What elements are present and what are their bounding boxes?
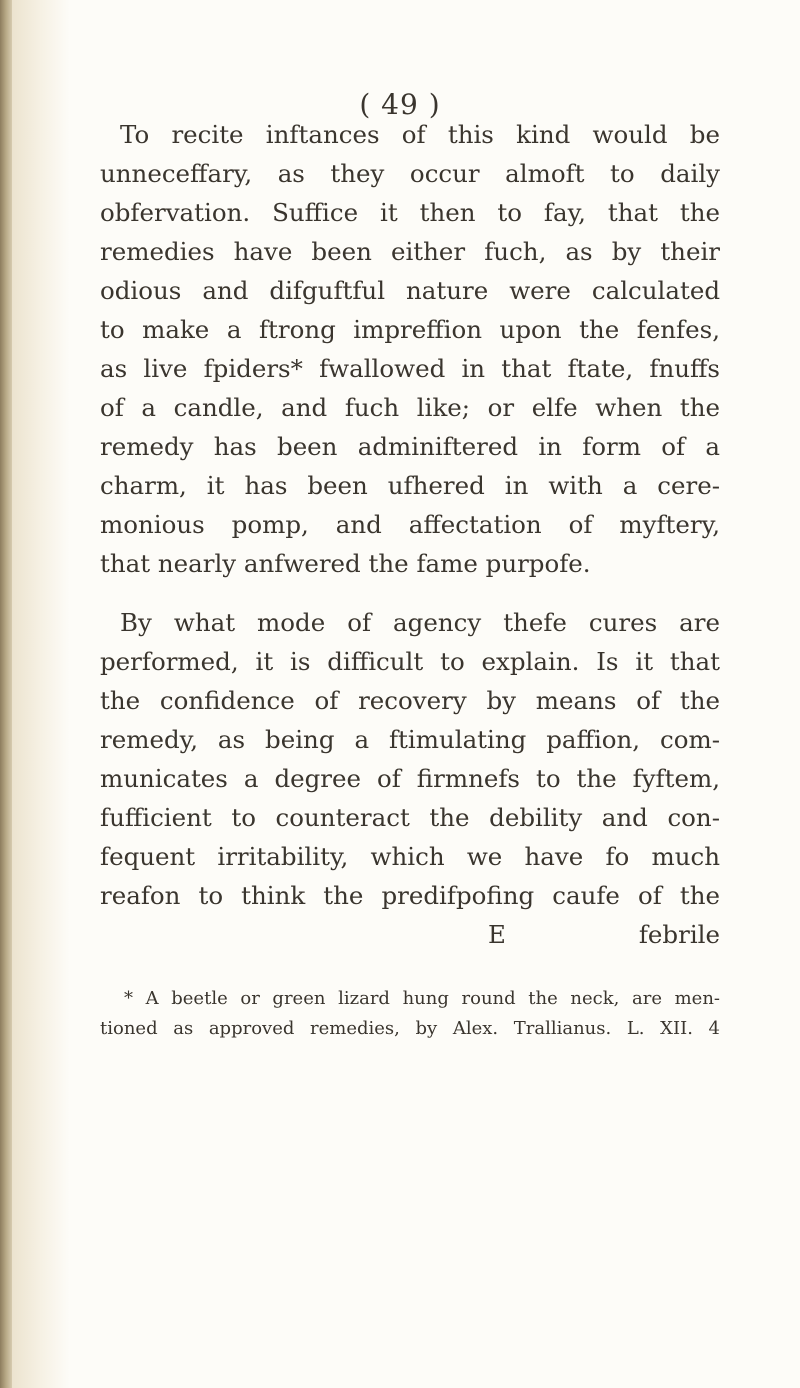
text-line: the confidence of recovery by means of the bbox=[100, 686, 720, 715]
binding-edge bbox=[0, 0, 12, 1388]
text-line: odious and difguftful nature were calculated bbox=[100, 276, 720, 305]
text-line: reafon to think the predifpofing caufe of the bbox=[100, 881, 720, 910]
text-line: as live fpiders* fwallowed in that ftate, fnuffs bbox=[100, 354, 720, 383]
text-line: To recite inftances of this kind would be bbox=[120, 120, 720, 149]
text-line: By what mode of agency thefe cures are bbox=[120, 608, 720, 637]
text-line: remedy has been adminiftered in form of a bbox=[100, 432, 720, 461]
binding-shadow bbox=[12, 0, 70, 1388]
catchword: febrile bbox=[638, 920, 720, 949]
text-line: municates a degree of firmnefs to the fyftem, bbox=[100, 764, 720, 793]
footnote-line: * A beetle or green lizard hung round the neck, are men- bbox=[124, 988, 720, 1009]
text-line: charm, it has been ufhered in with a cere- bbox=[100, 471, 720, 500]
text-line: to make a ftrong impreffion upon the fenfes, bbox=[100, 315, 720, 344]
text-line: remedy, as being a ftimulating paffion, com- bbox=[100, 725, 720, 754]
text-line: performed, it is difficult to explain. Is it that bbox=[100, 647, 720, 676]
footnote-line: tioned as approved remedies, by Alex. Trallianus. L. XII. 4 bbox=[100, 1018, 720, 1039]
text-line: fufficient to counteract the debility and con- bbox=[100, 803, 720, 832]
page-number: ( 49 ) bbox=[359, 88, 441, 121]
text-line: unneceffary, as they occur almoft to daily bbox=[100, 159, 720, 188]
text-line: that nearly anfwered the fame purpofe. bbox=[100, 549, 591, 578]
signature-mark: E bbox=[488, 920, 506, 949]
text-line: of a candle, and fuch like; or elfe when the bbox=[100, 393, 720, 422]
text-line: remedies have been either fuch, as by their bbox=[100, 237, 720, 266]
text-line: fequent irritability, which we have fo much bbox=[100, 842, 720, 871]
text-line: monious pomp, and affectation of myftery, bbox=[100, 510, 720, 539]
text-line: obfervation. Suffice it then to fay, that the bbox=[100, 198, 720, 227]
